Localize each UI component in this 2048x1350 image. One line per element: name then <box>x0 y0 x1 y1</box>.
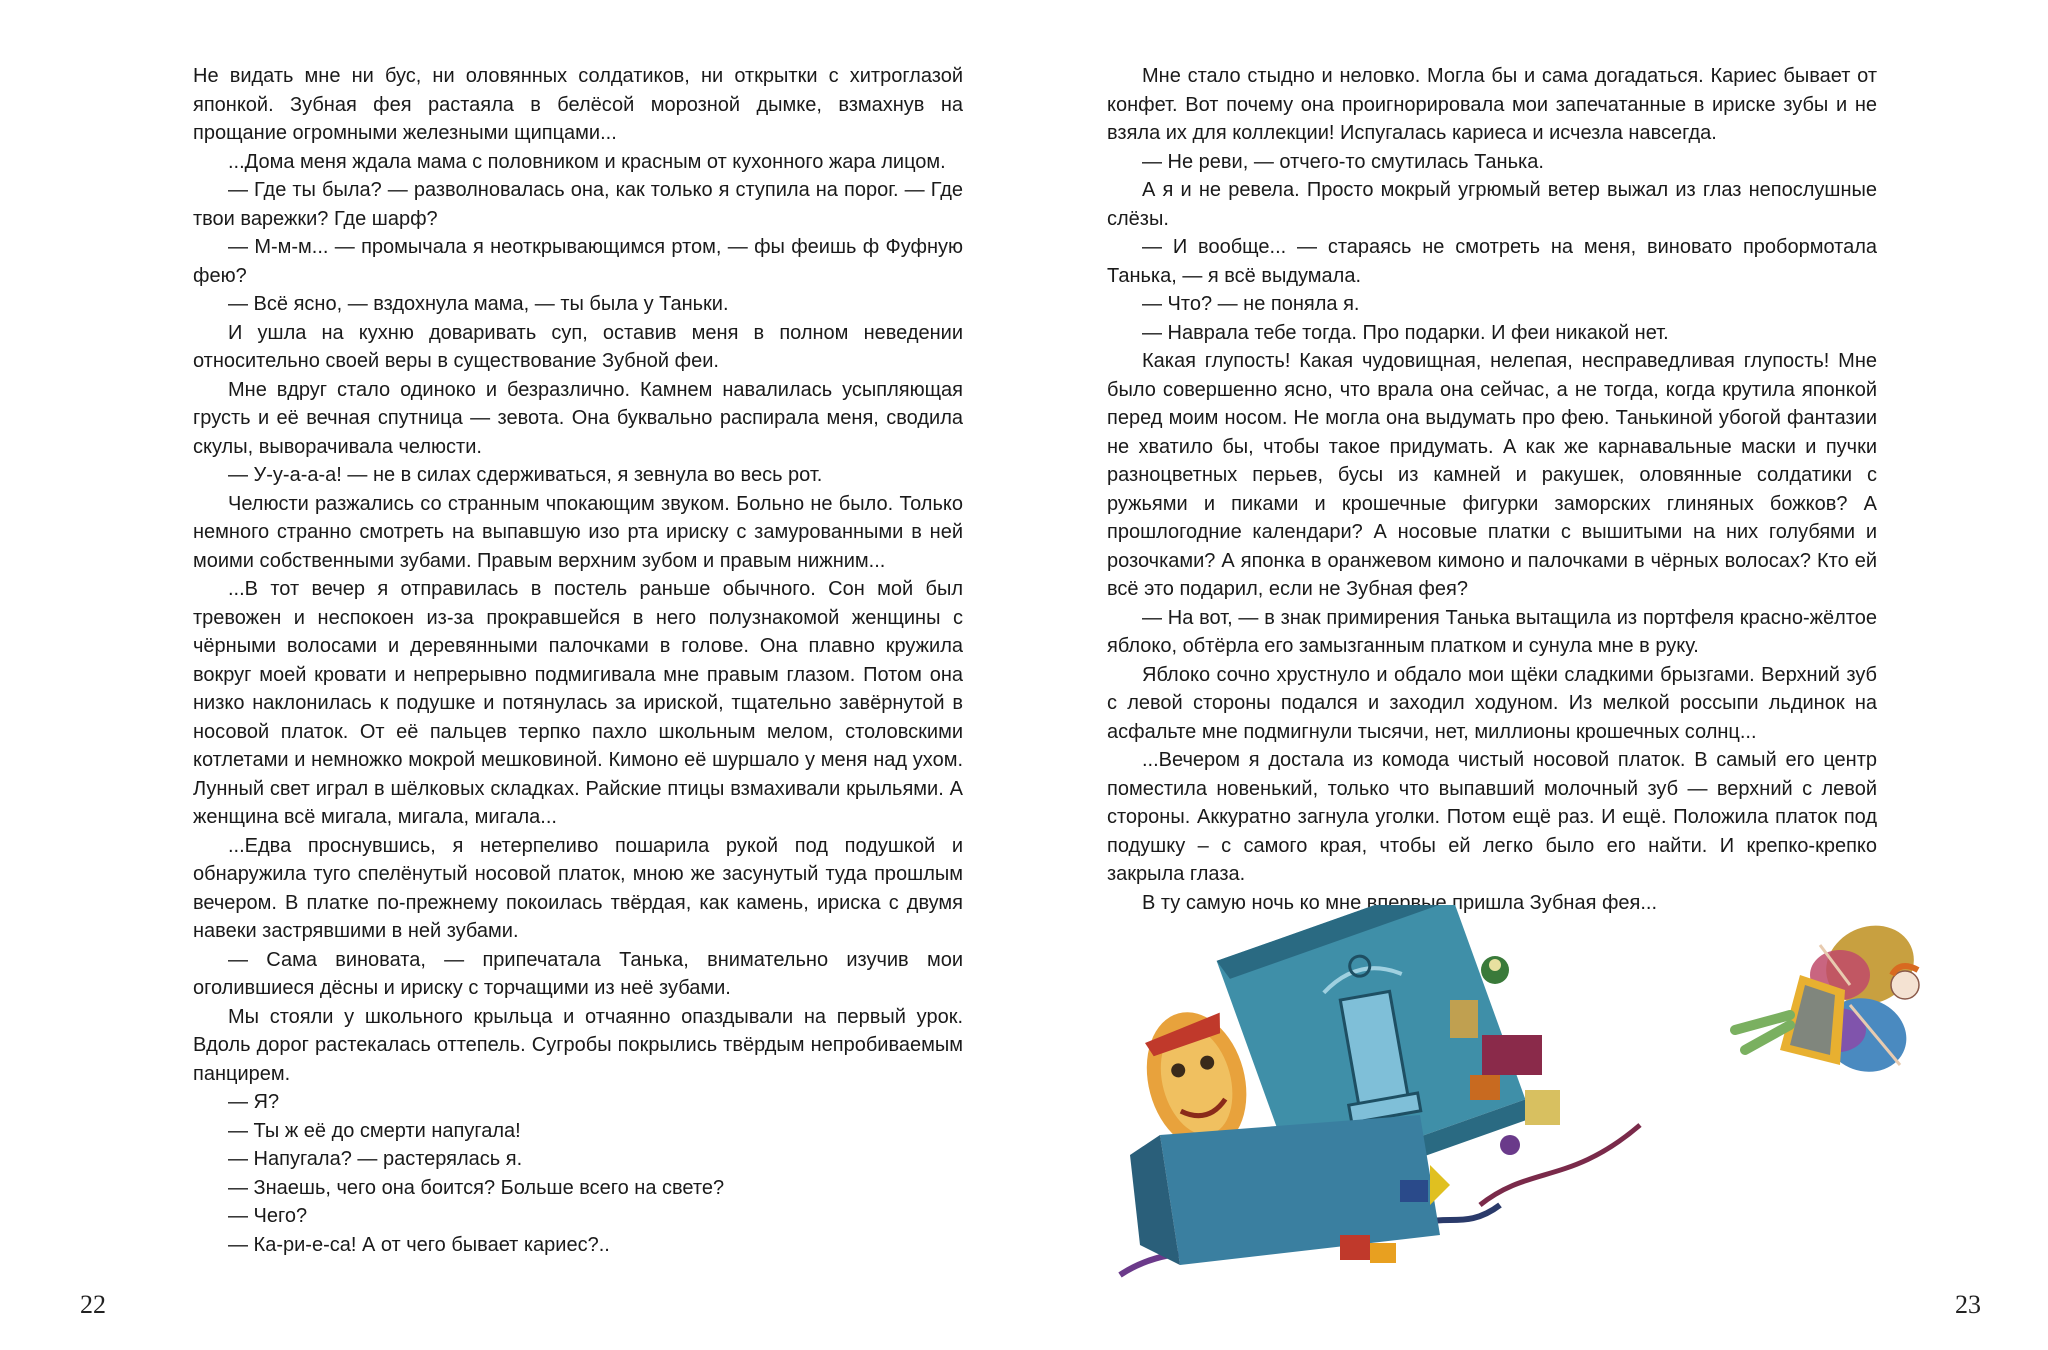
page-number-right: 23 <box>1955 1290 1981 1319</box>
paragraph: Мы стояли у школьного крыльца и отчаянно опаздывали на первый урок. Вдоль дорог растекалась оттепель. Сугробы покрылись твёрдым непробиваемым панцирем. <box>193 1005 963 1085</box>
paragraph: А я и не ревела. Просто мокрый угрюмый ветер выжал из глаз непослушные слёзы. <box>1107 179 1877 230</box>
paragraph: Челюсти разжались со странным чпокающим звуком. Больно не было. Только немного странно смотреть на выпавшую изо рта ириску с замурованными в ней моими собственными зубами. Правым верхним зубом и правым нижним... <box>193 492 963 572</box>
paragraph: Яблоко сочно хрустнуло и обдало мои щёки сладкими брызгами. Верхний зуб с левой стороны подался и заходил ходуном. Из мелкой россыпи льдинок на асфальте мне подмигнули тысячи, нет, миллионы крошечных солнц... <box>1107 663 1877 743</box>
page-number-left: 22 <box>80 1290 106 1319</box>
paragraph: — Что? — не поняла я. <box>1142 293 1360 315</box>
paragraph: — Чего? <box>228 1205 308 1227</box>
paragraph: — Ка-ри-е-са! А от чего бывает кариес?.. <box>228 1233 610 1256</box>
paragraph: ...Едва проснувшись, я нетерпеливо пошарила рукой под подушкой и обнаружила туго спелёнутый носовой платок, мною же засунутый туда прошлым вечером. В платке по-прежнему покоилась твёрдая, как камень, ириска с двумя навеки застрявшими в ней зубами. <box>193 834 963 942</box>
paragraph: — М-м-м... — промычала я неоткрывающимся ртом, — фы феишь ф Фуфную фею? <box>193 236 963 287</box>
paragraph: — На вот, — в знак примирения Танька вытащила из портфеля красно-жёлтое яблоко, обтёрла его замызганным платком и сунула мне в руку. <box>1107 606 1877 657</box>
paragraph: ...Вечером я достала из комода чистый носовой платок. В самый его центр поместила новенький, только что выпавший молочный зуб — верхний с левой стороны. Аккуратно загнула уголки. Потом ещё раз. И ещё. Положила платок под подушку – с самого края, чтобы ей легко было его найти. И крепко-крепко закрыла глаза. <box>1107 749 1877 885</box>
treasure-box-illustration <box>1100 905 1700 1305</box>
paragraph: — Наврала тебе тогда. Про подарки. И феи никакой нет. <box>1142 321 1669 344</box>
paragraph: Какая глупость! Какая чудовищная, нелепая, несправедливая глупость! Мне было совершенно ясно, что врала она сейчас, а не тогда, когда крутила японкой перед моим носом. Не могла она выдумать про фею. Танькиной убогой фантазии не хватило бы, чтобы такое придумать. А как же карнавальные маски и пучки разноцветных перьев, бусы из камней и ракушек, оловянные солдатики с ружьями и пиками и крошечные фигурки заморских глиняных божков? А прошлогодние календари? А носовые платки с вышитыми на них голубями и розочками? А японка в оранжевом кимоно и палочками в чёрных волосах? Кто ей всё это подарил, если не Зубная фея? <box>1107 350 1877 600</box>
paragraph: Мне вдруг стало одиноко и безразлично. Камнем навалилась усыпляющая грусть и её вечная спутница — зевота. Она буквально распирала меня, сводила скулы, выворачивала челюсти. <box>193 378 963 458</box>
paragraph: ...В тот вечер я отправилась в постель раньше обычного. Сон мой был тревожен и неспокоен из-за прокравшейся в него полузнакомой женщины с чёрными волосами и деревянными палочками в голове. Она плавно кружила вокруг моей кровати и непрерывно подмигивала мне правым глазом. Потом она низко наклонилась к подушке и потянулась за ириской, тщательно завёрнутой в носовой платок. От её пальцев терпко пахло школьным мелом, столовскими котлетами и немножко мокрой мешковиной. Кимоно её шуршало у меня над ухом. Лунный свет играл в шёлковых складках. Райские птицы взмахивали крыльями. А женщина всё мигала, мигала, мигала... <box>193 578 963 828</box>
paragraph: — У-у-а-а-а! — не в силах сдерживаться, я зевнула во весь рот. <box>228 464 823 486</box>
fairy-illustration <box>1720 915 1960 1115</box>
paragraph: — Знаешь, чего она боится? Больше всего на свете? <box>228 1176 725 1199</box>
left-page-text <box>193 62 963 1259</box>
paragraph: — Всё ясно, — вздохнула мама, — ты была у Таньки. <box>228 293 729 315</box>
paragraph: Не видать мне ни бус, ни оловянных солдатиков, ни открытки с хитроглазой японкой. Зубная фея растаяла в белёсой морозной дымке, взмахнув на прощание огромными железными щипцами... <box>193 65 963 144</box>
paragraph: — Я? <box>228 1091 280 1113</box>
paragraph: — И вообще... — стараясь не смотреть на меня, виновато пробормотала Танька, — я всё выдумала. <box>1107 236 1877 287</box>
paragraph: — Не реви, — отчего-то смутилась Танька. <box>1142 150 1544 173</box>
paragraph: ...Дома меня ждала мама с половником и красным от кухонного жара лицом. <box>228 150 946 173</box>
paragraph: — Где ты была? — разволновалась она, как только я ступила на порог. — Где твои варежки? Где шарф? <box>193 179 963 230</box>
paragraph: Мне стало стыдно и неловко. Могла бы и сама догадаться. Кариес бывает от конфет. Вот почему она проигнорировала мои запечатанные в ириске зубы и не взяла их для коллекции! Испугалась кариеса и исчезла навсегда. <box>1107 65 1877 144</box>
paragraph: — Ты ж её до смерти напугала! <box>228 1119 521 1142</box>
paragraph: В ту самую ночь ко мне впервые пришла Зубная фея... <box>1142 891 1658 914</box>
right-page-text <box>1107 62 1877 917</box>
paragraph: — Сама виновата, — припечатала Танька, внимательно изучив мои оголившиеся дёсны и ириску с торчащими из неё зубами. <box>193 948 963 999</box>
paragraph: И ушла на кухню доваривать суп, оставив меня в полном неведении относительно своей веры в существование Зубной феи. <box>193 321 963 372</box>
paragraph: — Напугала? — растерялась я. <box>228 1148 523 1170</box>
